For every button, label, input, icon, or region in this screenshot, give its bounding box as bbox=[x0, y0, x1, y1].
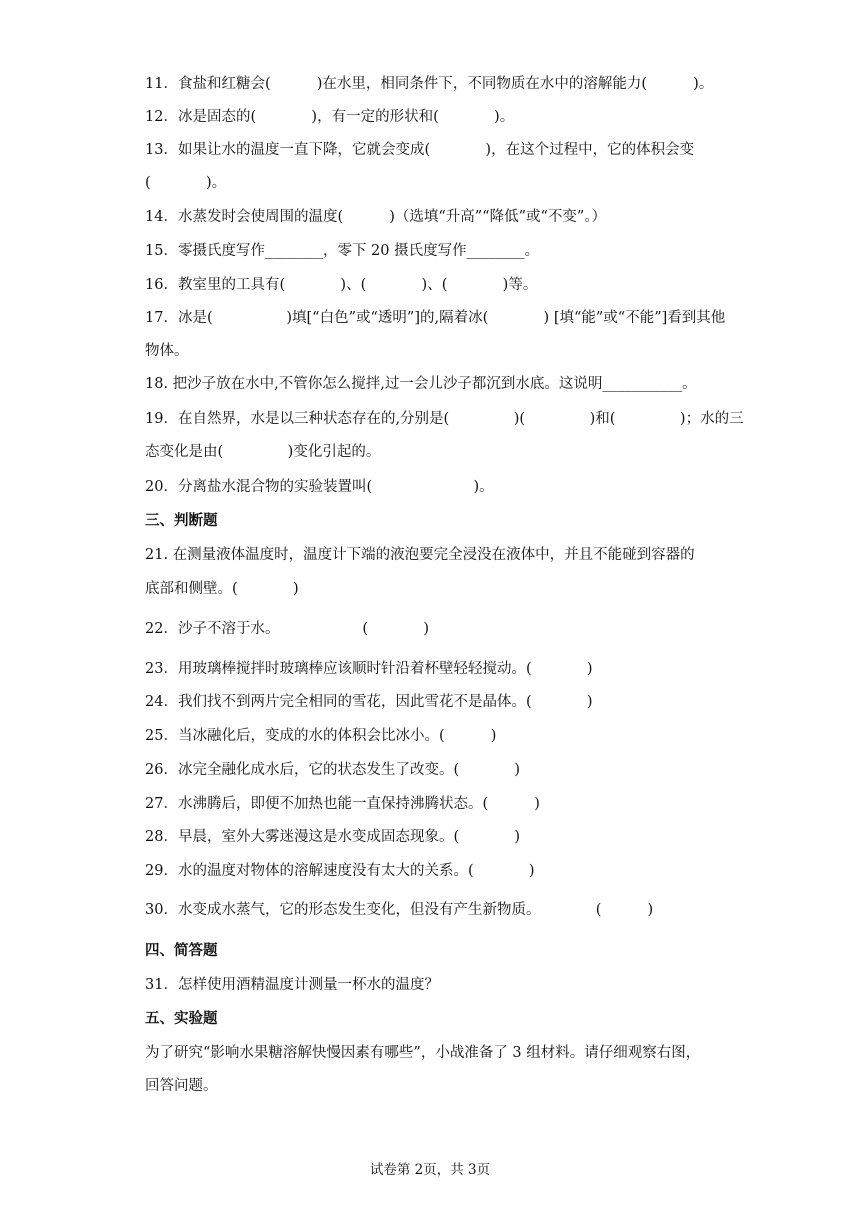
question-30: 30．水变成水蒸气，它的形态发生变化，但没有产生新物质。 ( ) bbox=[145, 902, 654, 918]
experiment-intro-line1: 为了研究“影响水果糖溶解快慢因素有哪些”，小战准备了 3 组材料。请仔细观察右图， bbox=[145, 1045, 701, 1061]
question-18: 18. 把沙子放在水中,不管你怎么搅拌,过一会儿沙子都沉到水底。这说明___________。 bbox=[145, 376, 697, 392]
question-23: 23．用玻璃棒搅拌时玻璃棒应该顺时针沿着杯壁轻轻搅动。( ) bbox=[145, 661, 593, 677]
question-29: 29．水的温度对物体的溶解速度没有太大的关系。( ) bbox=[145, 863, 535, 879]
experiment-intro-line2: 回答问题。 bbox=[145, 1078, 218, 1094]
question-21-line2: 底部和侧壁。( ) bbox=[145, 581, 299, 597]
question-11: 11．食盐和红糖会( )在水里，相同条件下，不同物质在水中的溶解能力( )。 bbox=[145, 76, 714, 92]
question-27: 27．水沸腾后，即便不加热也能一直保持沸腾状态。( ) bbox=[145, 796, 540, 812]
question-26: 26．冰完全融化成水后，它的状态发生了改变。( ) bbox=[145, 762, 521, 778]
question-12: 12．冰是固态的( )，有一定的形状和( )。 bbox=[145, 109, 515, 125]
question-22: 22．沙子不溶于水。 ( ) bbox=[145, 621, 430, 637]
question-16: 16．教室里的工具有( )、( )、( )等。 bbox=[145, 277, 538, 293]
question-20: 20．分离盐水混合物的实验装置叫( )。 bbox=[145, 479, 494, 495]
question-17-line2: 物体。 bbox=[145, 343, 189, 359]
question-25: 25．当冰融化后，变成的水的体积会比冰小。( ) bbox=[145, 728, 497, 744]
question-17-line1: 17．冰是( )填[“白色”或“透明”]的,隔着冰( ) [填“能”或“不能”]看到其他 bbox=[145, 310, 726, 326]
question-21-line1: 21. 在测量液体温度时，温度计下端的液泡要完全浸没在液体中，并且不能碰到容器的 bbox=[145, 547, 695, 563]
section-heading-judge: 三、判断题 bbox=[145, 512, 218, 529]
question-14: 14．水蒸发时会使周围的温度( )（选填“升高”“降低”或“不变”。） bbox=[145, 209, 607, 225]
page-footer: 试卷第 2页，共 3页 bbox=[369, 1162, 491, 1178]
section-heading-experiment: 五、实验题 bbox=[145, 1010, 218, 1027]
question-28: 28．早晨，室外大雾迷漫这是水变成固态现象。( ) bbox=[145, 829, 521, 845]
question-13-line2: ( )。 bbox=[145, 175, 227, 191]
question-19-line1: 19．在自然界，水是以三种状态存在的,分别是( )( )和( )；水的三 bbox=[145, 411, 744, 427]
question-19-line2: 态变化是由( )变化引起的。 bbox=[145, 444, 381, 460]
question-15: 15．零摄氏度写作________，零下 20 摄氏度写作________。 bbox=[145, 243, 540, 259]
question-31: 31．怎样使用酒精温度计测量一杯水的温度？ bbox=[145, 977, 439, 993]
section-heading-short-answer: 四、简答题 bbox=[145, 942, 218, 959]
question-24: 24．我们找不到两片完全相同的雪花，因此雪花不是晶体。( ) bbox=[145, 694, 593, 710]
question-13-line1: 13．如果让水的温度一直下降，它就会变成( )，在这个过程中，它的体积会变 bbox=[145, 142, 695, 158]
